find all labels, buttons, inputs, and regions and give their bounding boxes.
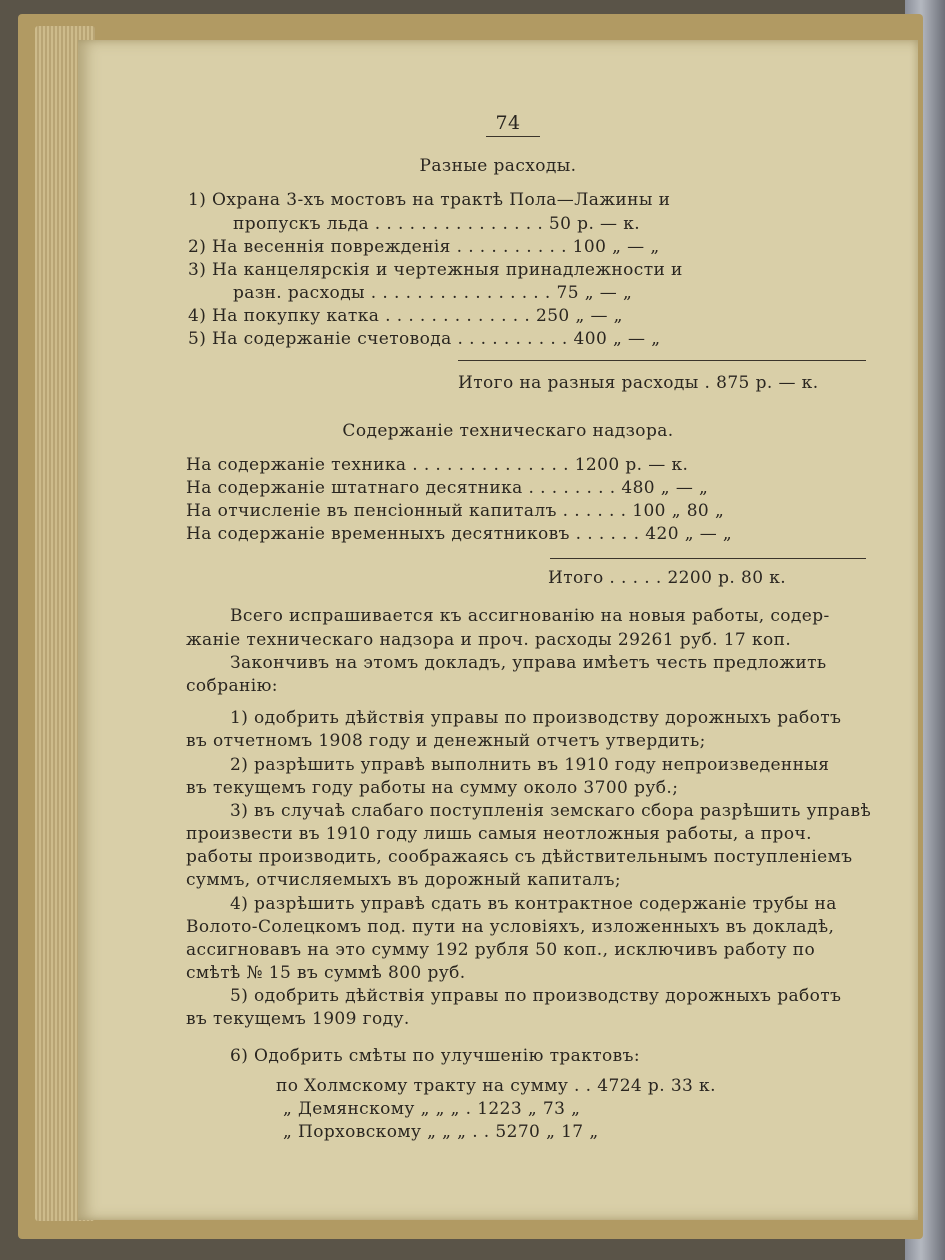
body-line: 1) одобрить дѣйствія управы по производству дорожныхъ работъ [230, 708, 842, 728]
page-number-rule [486, 136, 540, 137]
item6-title: 6) Одобрить смѣты по улучшенію трактовъ: [230, 1046, 640, 1066]
section2-line: На содержаніе временныхъ десятниковъ . . . . . . 420 „ — „ [186, 524, 733, 544]
section2-total: Итого . . . . . 2200 р. 80 к. [548, 568, 787, 588]
item6-line: по Холмскому тракту на сумму . . 4724 р. 33 к. [276, 1076, 716, 1096]
body-line: 2) разрѣшить управѣ выполнить въ 1910 году непроизведенныя [230, 755, 830, 775]
item6-line: „ Демянскому „ „ „ . 1223 „ 73 „ [283, 1099, 581, 1119]
body-line: Закончивъ на этомъ докладъ, управа имѣетъ честь предложить [230, 653, 827, 673]
body-line: въ отчетномъ 1908 году и денежный отчетъ утвердить; [186, 731, 706, 751]
section2-title: Содержаніе техническаго надзора. [342, 421, 674, 441]
section2-line: На содержаніе штатнаго десятника . . . . . . . . 480 „ — „ [186, 478, 709, 498]
body-line: собранію: [186, 676, 278, 696]
book-page [78, 40, 918, 1220]
section1-total-rule [458, 360, 866, 361]
section1-total: Итого на разныя расходы . 875 р. — к. [458, 373, 819, 393]
section1-title: Разные расходы. [419, 156, 577, 176]
body-line: ассигновавъ на это сумму 192 рубля 50 коп., исключивъ работу по [186, 940, 816, 960]
section1-line: 4) На покупку катка . . . . . . . . . . . . . 250 „ — „ [188, 306, 623, 326]
body-line: жаніе техническаго надзора и проч. расходы 29261 руб. 17 коп. [186, 630, 792, 650]
item6-line: „ Порховскому „ „ „ . . 5270 „ 17 „ [283, 1122, 599, 1142]
section2-line: На отчисленіе въ пенсіонный капиталъ . . . . . . 100 „ 80 „ [186, 501, 725, 521]
body-line: 3) въ случаѣ слабаго поступленія земскаго сбора разрѣшить управѣ [230, 801, 872, 821]
body-line: 4) разрѣшить управѣ сдать въ контрактное содержаніе трубы на [230, 894, 837, 914]
section1-line: 2) На весеннія поврежденія . . . . . . . . . . 100 „ — „ [188, 237, 660, 257]
body-line: работы производить, соображаясь съ дѣйствительнымъ поступленіемъ [186, 847, 853, 867]
section2-line: На содержаніе техника . . . . . . . . . . . . . . 1200 р. — к. [186, 455, 689, 475]
body-line: Всего испрашивается къ ассигнованію на новыя работы, содер- [230, 606, 830, 626]
body-line: суммъ, отчисляемыхъ въ дорожный капиталъ; [186, 870, 622, 890]
body-line: 5) одобрить дѣйствія управы по производству дорожныхъ работъ [230, 986, 842, 1006]
section1-line: разн. расходы . . . . . . . . . . . . . . . . 75 „ — „ [233, 283, 633, 303]
body-line: смѣтѣ № 15 въ суммѣ 800 руб. [186, 963, 466, 983]
body-line: Волото-Солецкомъ под. пути на условіяхъ, изложенныхъ въ докладѣ, [186, 917, 835, 937]
body-line: произвести въ 1910 году лишь самыя неотложныя работы, а проч. [186, 824, 812, 844]
section1-line: 1) Охрана 3-хъ мостовъ на трактѣ Пола—Лажины и [188, 190, 671, 210]
section1-line: 5) На содержаніе счетовода . . . . . . . . . . 400 „ — „ [188, 329, 661, 349]
body-line: въ текущемъ 1909 году. [186, 1009, 410, 1029]
section1-line: 3) На канцелярскія и чертежныя принадлежности и [188, 260, 683, 280]
section1-line: пропускъ льда . . . . . . . . . . . . . . . 50 р. — к. [233, 214, 641, 234]
body-line: въ текущемъ году работы на сумму около 3700 руб.; [186, 778, 679, 798]
section2-total-rule [550, 558, 866, 559]
page-number: 74 [495, 112, 521, 134]
